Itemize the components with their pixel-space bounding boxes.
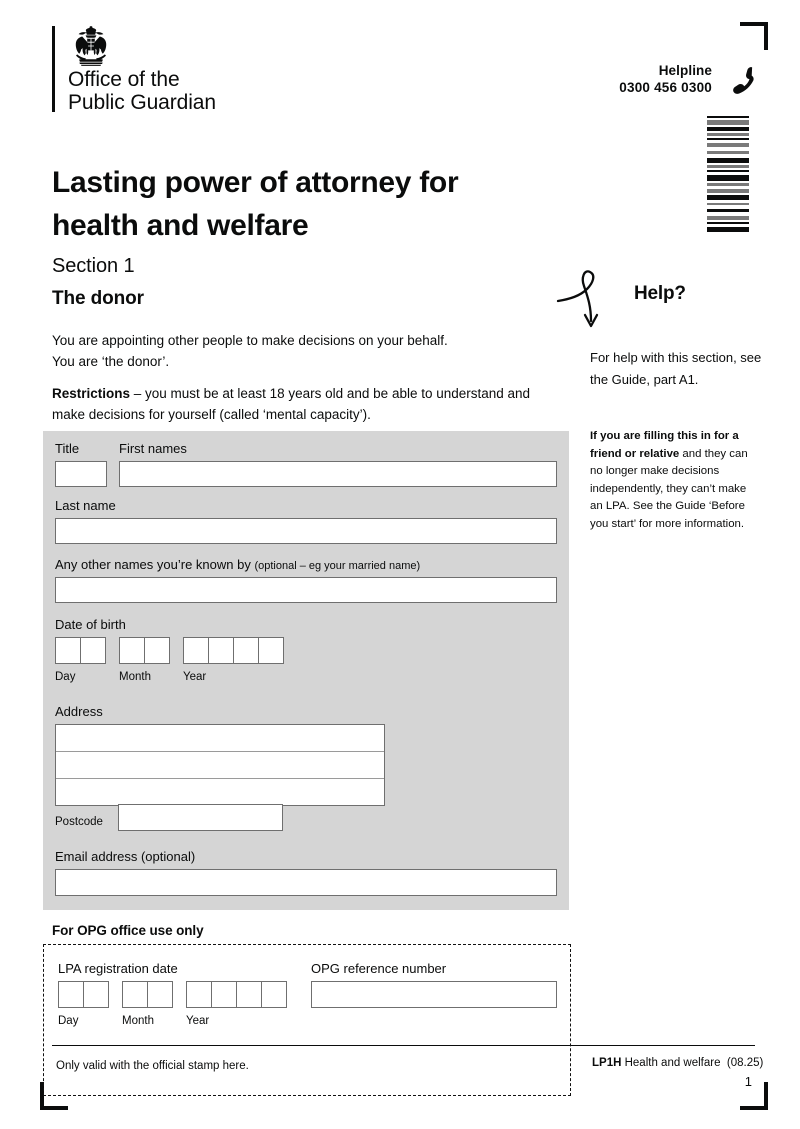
- opg-reference-number-input[interactable]: [311, 981, 557, 1008]
- reg-year-cell-2[interactable]: [211, 981, 237, 1008]
- postcode-input[interactable]: [118, 804, 283, 831]
- page-title: Lasting power of attorney for health and welfare: [52, 166, 459, 243]
- donor-details-panel: [43, 431, 569, 910]
- dob-day-sublabel: Day: [55, 671, 76, 683]
- barcode: [707, 116, 749, 220]
- other-names-label: [55, 556, 420, 575]
- dob-year-cell-2[interactable]: [208, 637, 234, 664]
- first-names-input[interactable]: [119, 461, 557, 487]
- restrictions-text: – you must be at least 18 years old and be able to understand and make decisions for yourself (called ‘mental capacity’).: [52, 386, 531, 422]
- helpline-label: Helpline: [658, 63, 712, 78]
- title-label: Title: [55, 441, 80, 456]
- reg-year-sublabel: Year: [186, 1015, 210, 1027]
- other-names-hint: (optional – eg your married name): [254, 560, 421, 572]
- form-name: Health and welfare: [624, 1057, 721, 1069]
- last-name-input[interactable]: [55, 518, 557, 544]
- reg-month-cell-2[interactable]: [147, 981, 173, 1008]
- address-label: Address: [55, 704, 103, 719]
- reg-year-cell-1[interactable]: [186, 981, 212, 1008]
- postcode-label: Postcode: [55, 816, 103, 828]
- helpline-block: [619, 62, 712, 96]
- section-title: The donor: [52, 288, 144, 309]
- other-names-input[interactable]: [55, 577, 557, 603]
- helpline-number: 0300 456 0300: [619, 80, 712, 95]
- dob-day-input[interactable]: [55, 637, 106, 664]
- title-input[interactable]: [55, 461, 107, 487]
- lpa-registration-date-label: LPA registration date: [58, 961, 178, 976]
- reg-day-cell-1[interactable]: [58, 981, 84, 1008]
- royal-coat-of-arms-icon: [68, 26, 114, 66]
- intro-paragraph: [52, 330, 562, 372]
- dob-day-cell-2[interactable]: [80, 637, 106, 664]
- reg-month-cell-1[interactable]: [122, 981, 148, 1008]
- email-label: Email address (optional): [55, 849, 196, 864]
- reg-day-input[interactable]: [58, 981, 109, 1008]
- masthead-rule: [52, 26, 55, 112]
- dob-year-input[interactable]: [183, 637, 284, 664]
- date-of-birth-label: Date of birth: [55, 617, 126, 632]
- help-note-bold: If you are filling this in for a friend or relative: [590, 430, 739, 460]
- reg-year-cell-4[interactable]: [261, 981, 287, 1008]
- address-divider-1: [56, 751, 384, 752]
- restrictions-label: Restrictions: [52, 386, 131, 401]
- footer-rule: [52, 1045, 755, 1046]
- telephone-handset-icon: [726, 64, 760, 98]
- opg-office-heading: For OPG office use only: [52, 923, 204, 938]
- help-body-text: For help with this section, see the Guide, part A1.: [590, 350, 762, 387]
- intro-line-2: You are ‘the donor’.: [52, 354, 170, 369]
- reg-year-cell-3[interactable]: [236, 981, 262, 1008]
- dob-year-cell-1[interactable]: [183, 637, 209, 664]
- curly-arrow-down-icon: [556, 265, 622, 337]
- dob-month-cell-2[interactable]: [144, 637, 170, 664]
- reg-month-sublabel: Month: [122, 1015, 154, 1027]
- first-names-label: First names: [119, 441, 187, 456]
- dob-day-cell-1[interactable]: [55, 637, 81, 664]
- section-number: Section 1: [52, 255, 135, 277]
- intro-line-1: You are appointing other people to make decisions on your behalf.: [52, 333, 448, 348]
- other-names-label-text: Any other names you’re known by: [55, 557, 251, 572]
- dob-year-cell-4[interactable]: [258, 637, 284, 664]
- reg-year-input[interactable]: [186, 981, 287, 1008]
- form-code: LP1H: [592, 1057, 622, 1069]
- dob-month-sublabel: Month: [119, 671, 151, 683]
- dob-year-sublabel: Year: [183, 671, 207, 683]
- email-input[interactable]: [55, 869, 557, 896]
- dob-month-input[interactable]: [119, 637, 170, 664]
- crop-mark-top-right-icon: [740, 22, 768, 50]
- restrictions-paragraph: [52, 383, 562, 425]
- dob-month-cell-1[interactable]: [119, 637, 145, 664]
- official-stamp-note: Only valid with the official stamp here.: [56, 1060, 249, 1072]
- form-version: (08.25): [726, 1057, 764, 1069]
- page-number: 1: [744, 1074, 752, 1089]
- address-divider-2: [56, 778, 384, 779]
- help-heading: Help?: [634, 283, 686, 304]
- reg-day-sublabel: Day: [58, 1015, 79, 1027]
- form-identifier: [592, 1055, 763, 1071]
- help-note-rest: and they can no longer make decisions independently, they can’t make an LPA. See the Guide ‘Before you start’ for more information.: [590, 447, 748, 530]
- reg-month-input[interactable]: [122, 981, 173, 1008]
- dob-year-cell-3[interactable]: [233, 637, 259, 664]
- org-name-line-1: Office of the: [68, 68, 180, 91]
- reg-day-cell-2[interactable]: [83, 981, 109, 1008]
- address-input-group[interactable]: [55, 724, 385, 806]
- help-note: [590, 428, 758, 533]
- opg-masthead: [52, 26, 216, 114]
- org-name-line-2: Public Guardian: [68, 91, 216, 114]
- opg-reference-number-label: OPG reference number: [311, 961, 447, 976]
- last-name-label: Last name: [55, 498, 116, 513]
